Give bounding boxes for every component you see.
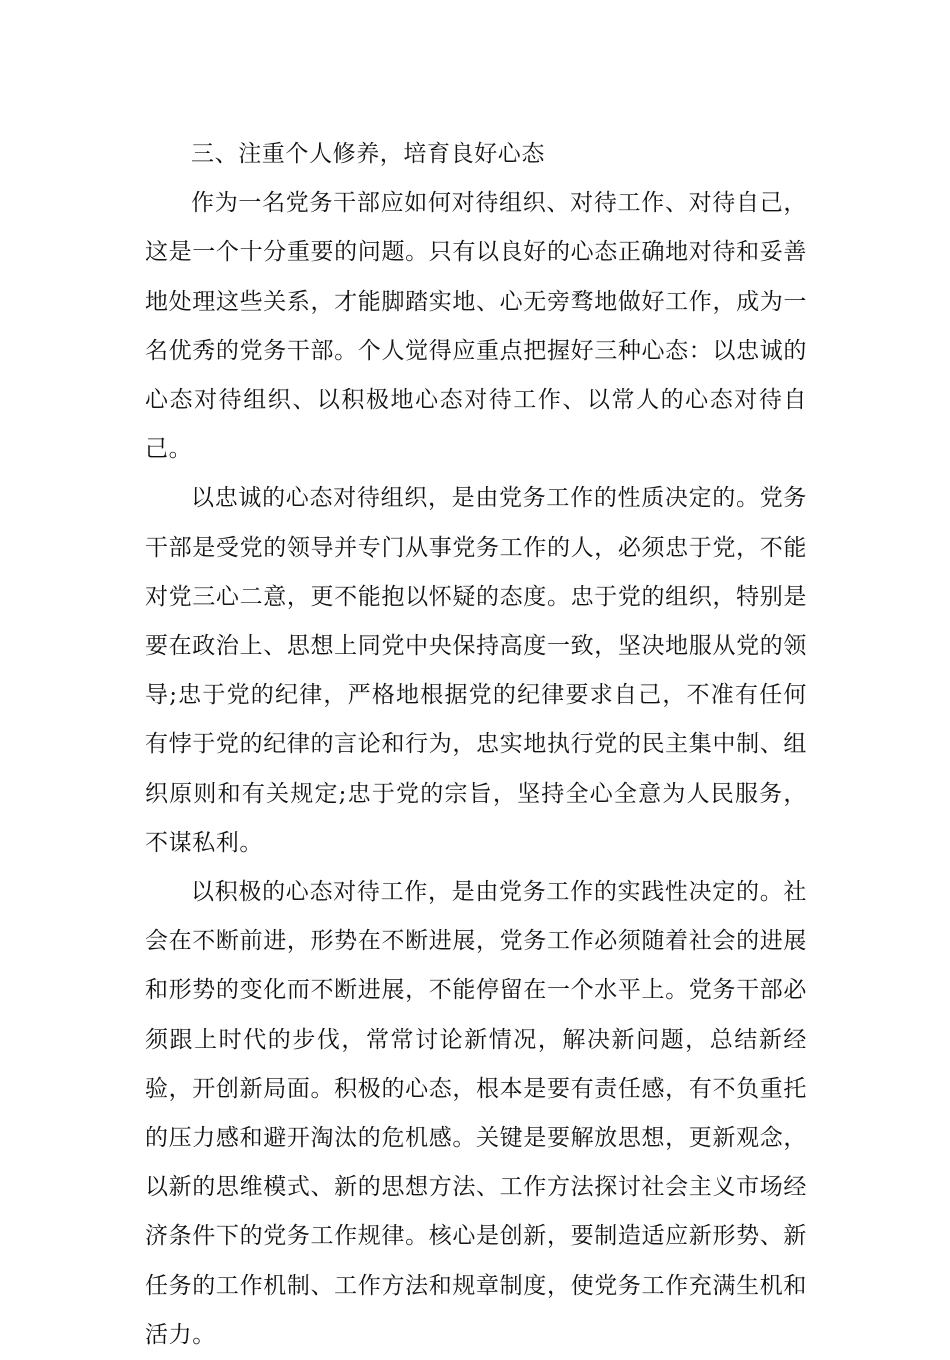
document-body <box>145 130 807 1360</box>
paragraph-3: 以积极的心态对待工作，是由党务工作的实践性决定的。社会在不断前进，形势在不断进展，党务工作必须随着社会的进展和形势的变化而不断进展，不能停留在一个水平上。党务干部必须跟上时代的步伐，常常讨论新情况，解决新问题，总结新经验，开创新局面。积极的心态，根本是要有责任感，有不负重托的压力感和避开淘汰的危机感。关键是要解放思想，更新观念，以新的思维模式、新的思想方法、工作方法探讨社会主义市场经济条件下的党务工作规律。核心是创新，要制造适应新形势、新任务的工作机制、工作方法和规章制度，使党务工作充满生机和活力。 <box>145 879 807 1348</box>
paragraph-1: 作为一名党务干部应如何对待组织、对待工作、对待自己，这是一个十分重要的问题。只有以良好的心态正确地对待和妥善地处理这些关系，才能脚踏实地、心无旁骛地做好工作，成为一名优秀的党务干部。个人觉得应重点把握好三种心态：以忠诚的心态对待组织、以积极地心态对待工作、以常人的心态对待自己。 <box>145 190 807 463</box>
section-heading: 三、注重个人修养，培育良好心态 <box>191 141 545 167</box>
paragraph-2: 以忠诚的心态对待组织，是由党务工作的性质决定的。党务干部是受党的领导并专门从事党务工作的人，必须忠于党，不能对党三心二意，更不能抱以怀疑的态度。忠于党的组织，特别是要在政治上、思想上同党中央保持高度一致，坚决地服从党的领导;忠于党的纪律，严格地根据党的纪律要求自己，不准有任何有悖于党的纪律的言论和行为，忠实地执行党的民主集中制、组织原则和有关规定;忠于党的宗旨，坚持全心全意为人民服务，不谋私利。 <box>145 485 807 856</box>
